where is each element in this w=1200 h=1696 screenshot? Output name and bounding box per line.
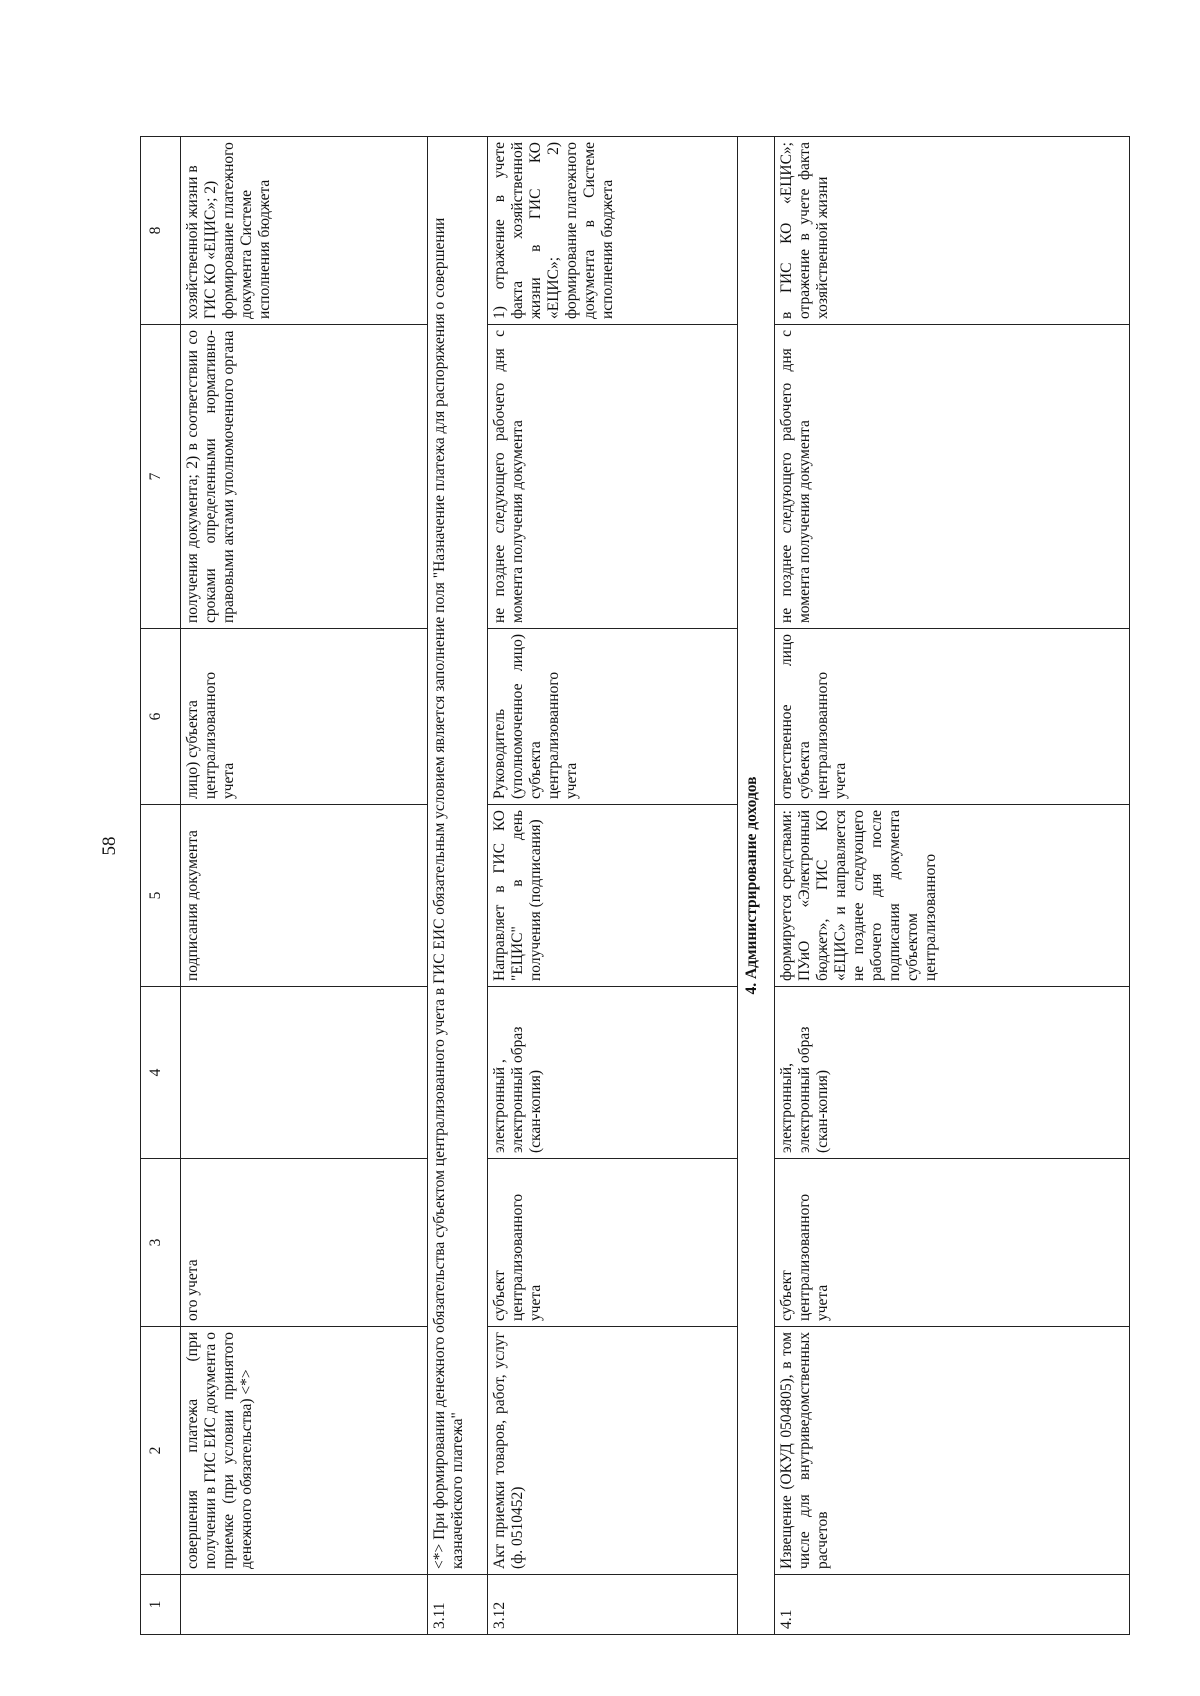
document-name-cell: Акт приемки товаров, работ, услуг (ф. 0510452)	[488, 1327, 738, 1575]
table-row	[775, 137, 1130, 1635]
header-cell: 6	[141, 629, 181, 805]
row-number-cell: 3.12	[488, 1575, 738, 1635]
header-cell: 7	[141, 325, 181, 629]
header-row	[141, 137, 181, 1635]
responsible-cell: ого учета	[181, 1159, 428, 1327]
responsible-cell: субъект централизованного учета	[775, 1159, 1130, 1327]
signer-cell: ответственное лицо субъекта централизованного учета	[775, 629, 1130, 805]
header-cell: 4	[141, 987, 181, 1159]
row-number-cell: 3.11	[428, 1575, 488, 1635]
deadline-cell: не позднее следующего рабочего дня с момента получения документа	[488, 325, 738, 629]
deadline-cell: получения документа; 2) в соответствии со сроками определенными нормативно-правовыми актами уполномоченного органа	[181, 325, 428, 629]
rotated-table-wrapper	[140, 137, 1200, 1635]
row-number-cell	[181, 1575, 428, 1635]
document-table	[140, 136, 1130, 1635]
signer-cell: лицо) субъекта централизованного учета	[181, 629, 428, 805]
document-name-cell: Извещение (ОКУД 0504805), в том числе для внутриведомственных расчетов	[775, 1327, 1130, 1575]
format-cell: электронный , электронный образ (скан-копия)	[488, 987, 738, 1159]
header-cell: 8	[141, 137, 181, 325]
procedure-cell: Направляет в ГИС КО "ЕЦИС" в день получения (подписания)	[488, 805, 738, 987]
format-cell: электронный, электронный образ (скан-копия)	[775, 987, 1130, 1159]
signer-cell: Руководитель (уполномоченное лицо) субъекта централизованного учета	[488, 629, 738, 805]
format-cell	[181, 987, 428, 1159]
header-cell: 1	[141, 1575, 181, 1635]
section-row	[738, 137, 775, 1635]
table-row	[181, 137, 428, 1635]
table-row	[488, 137, 738, 1635]
result-cell: в ГИС КО «ЕЦИС»; отражение в учете факта хозяйственной жизни	[775, 137, 1130, 325]
section-title: 4. Администрирование доходов	[738, 137, 775, 1635]
table-row	[428, 137, 488, 1635]
row-number-cell: 4.1	[775, 1575, 1130, 1635]
responsible-cell: субъект централизованного учета	[488, 1159, 738, 1327]
page-number: 58	[99, 836, 120, 856]
header-cell: 3	[141, 1159, 181, 1327]
note-cell: <*> При формировании денежного обязательства субъектом централизованного учета в ГИС ЕИС обязательным условием является заполнение поля "Назначение платежа для распоряжения о совершении казначейского платежа"	[428, 137, 488, 1575]
result-cell: хозяйственной жизни в ГИС КО «ЕЦИС»; 2) формирование платежного документа Системе исполнения бюджета	[181, 137, 428, 325]
header-cell: 2	[141, 1327, 181, 1575]
procedure-cell: формируется средствами: ПУиО «Электронный бюджет», ГИС КО «ЕЦИС» и направляется не позднее следующего рабочего дня после подписания документа субъектом централизованного	[775, 805, 1130, 987]
header-cell: 5	[141, 805, 181, 987]
procedure-cell: подписания документа	[181, 805, 428, 987]
deadline-cell: не позднее следующего рабочего дня с момента получения документа	[775, 325, 1130, 629]
result-cell: 1) отражение в учете факта хозяйственной жизни в ГИС КО «ЕЦИС»; 2) формирование платежного документа в Системе исполнения бюджета	[488, 137, 738, 325]
document-name-cell: совершения платежа (при получении в ГИС ЕИС документа о приемке (при условии принятого денежного обязательства) <*>	[181, 1327, 428, 1575]
